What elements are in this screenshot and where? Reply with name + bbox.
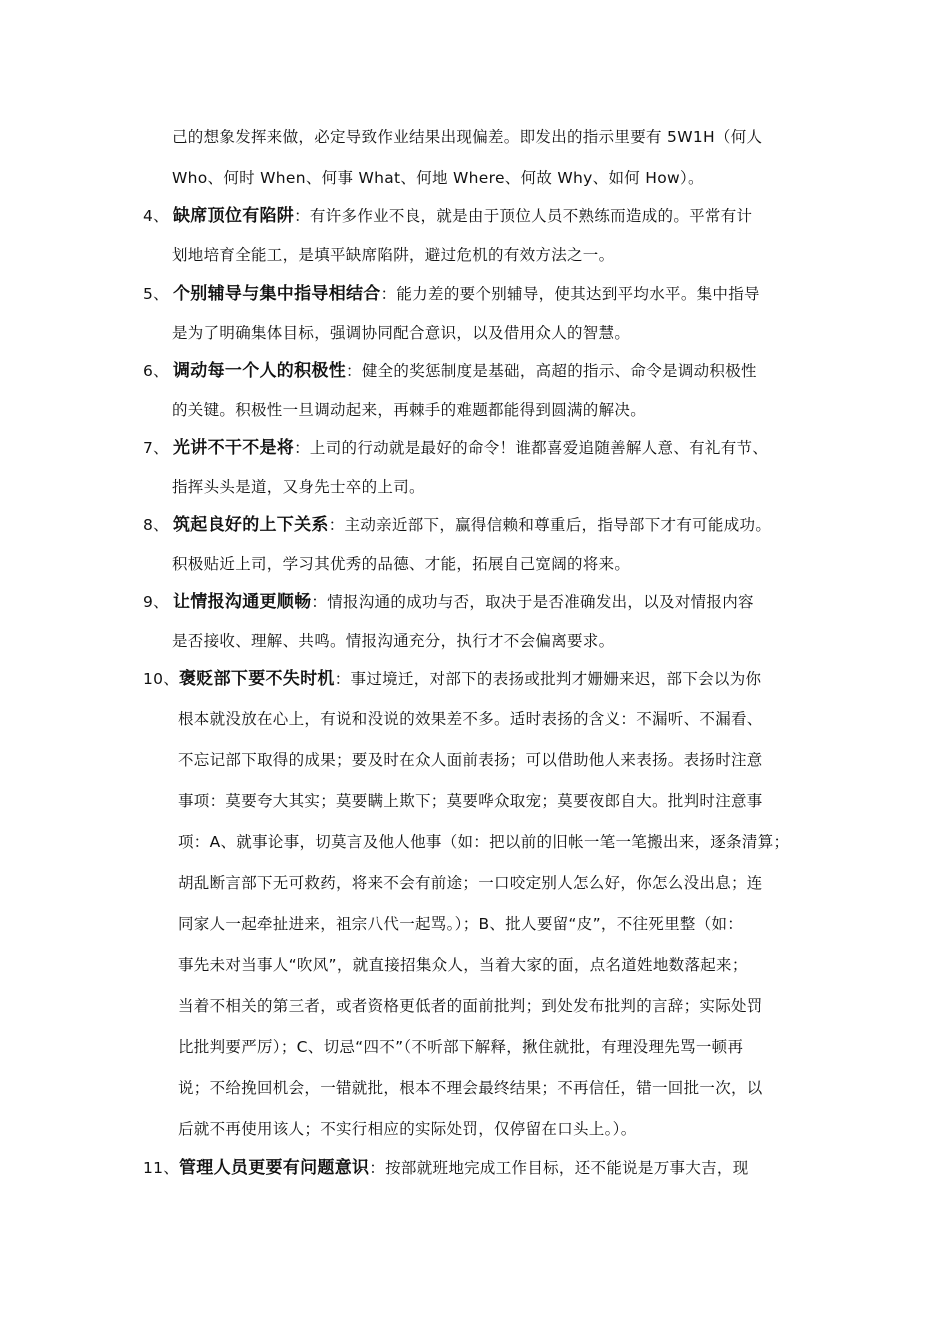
item-colon: ：	[346, 362, 362, 380]
item-colon: ：	[311, 593, 328, 611]
item-text: 根本就没放在心上，有说和没说的效果差不多。适时表扬的含义：不漏听、不漏看、	[178, 710, 763, 728]
item-colon: ：	[369, 1159, 386, 1177]
item-colon: ：	[294, 207, 310, 225]
item-title: 调动每一个人的积极性	[173, 361, 346, 381]
item-text: 是否接收、理解、共鸣。情报沟通充分，执行才不会偏离要求。	[172, 632, 615, 650]
item-text: 上司的行动就是最好的命令！谁都喜爱追随善解人意、有礼有节、	[309, 439, 769, 457]
list-item-10	[143, 668, 761, 690]
list-item-11	[143, 1157, 749, 1179]
item-text: 当着不相关的第三者，或者资格更低者的面前批判；到处发布批判的言辞；实际处罚	[178, 997, 763, 1015]
item-number: 10、	[143, 670, 180, 688]
item-number: 8、	[143, 516, 169, 534]
intro-line-1: 己的想象发挥来做，必定导致作业结果出现偏差。即发出的指示里要有 5W1H（何人	[172, 128, 763, 146]
item-title: 缺席顶位有陷阱	[173, 206, 295, 226]
item-text: 是为了明确集体目标，强调协同配合意识，以及借用众人的智慧。	[172, 324, 631, 342]
item-text: 划地培育全能工，是填平缺席陷阱，避过危机的有效方法之一。	[172, 246, 615, 264]
item-text: 比批判要严厉）；C、切忌“四不”（不听部下解释，揪住就批，有理没理先骂一顿再	[178, 1038, 744, 1056]
item-text: 事过境迁，对部下的表扬或批判才姗姗来迟，部下会以为你	[350, 670, 762, 688]
item-text: 有许多作业不良，就是由于顶位人员不熟练而造成的。平常有计	[309, 207, 753, 225]
intro-line-2: Who、何时 When、何事 What、何地 Where、何故 Why、如何 How）。	[172, 169, 704, 187]
list-item-8	[143, 514, 771, 536]
item-number: 9、	[143, 593, 169, 611]
list-item-6	[143, 360, 757, 382]
item-colon: ：	[328, 516, 345, 534]
item-number: 7、	[143, 439, 169, 457]
item-text: 后就不再使用该人；不实行相应的实际处罚，仅停留在口头上。）。	[178, 1120, 637, 1138]
item-text: 主动亲近部下，赢得信赖和尊重后，指导部下才有可能成功。	[344, 516, 772, 534]
list-item-4	[143, 205, 752, 227]
item-text: 同家人一起牵扯进来，祖宗八代一起骂。）；B、批人要留“皮”，不往死里整（如：	[178, 915, 744, 933]
item-text: 健全的奖惩制度是基础，高超的指示、命令是调动积极性	[361, 362, 757, 380]
item-text: 能力差的要个别辅导，使其达到平均水平。集中指导	[396, 285, 760, 303]
item-colon: ：	[380, 285, 397, 303]
item-text: 情报沟通的成功与否，取决于是否准确发出，以及对情报内容	[327, 593, 754, 611]
item-text: 积极贴近上司，学习其优秀的品德、才能，拓展自己宽阔的将来。	[172, 555, 631, 573]
list-item-7	[143, 437, 768, 459]
item-colon: ：	[294, 439, 310, 457]
item-text: 按部就班地完成工作目标，还不能说是万事大吉，现	[385, 1159, 749, 1177]
item-text: 的关键。积极性一旦调动起来，再棘手的难题都能得到圆满的解决。	[172, 401, 647, 419]
item-text: 说；不给挽回机会，一错就批，根本不理会最终结果；不再信任，错一回批一次，以	[178, 1079, 763, 1097]
item-title: 褒贬部下要不失时机	[179, 669, 335, 689]
item-text: 指挥头头是道，又身先士卒的上司。	[172, 478, 425, 496]
list-item-5	[143, 283, 760, 305]
list-item-9	[143, 591, 754, 613]
item-title: 光讲不干不是将	[173, 438, 295, 458]
item-number: 4、	[143, 207, 169, 225]
item-number: 6、	[143, 362, 169, 380]
item-number: 11、	[143, 1159, 180, 1177]
item-text: 项：A、就事论事，切莫言及他人他事（如：把以前的旧帐一笔一笔搬出来，逐条清算；	[178, 833, 790, 851]
item-title: 筑起良好的上下关系	[173, 515, 329, 535]
item-title: 个别辅导与集中指导相结合	[173, 284, 381, 304]
item-text: 胡乱断言部下无可救药，将来不会有前途；一口咬定别人怎么好，你怎么没出息；连	[178, 874, 763, 892]
item-text: 不忘记部下取得的成果；要及时在众人面前表扬；可以借助他人来表扬。表扬时注意	[178, 751, 763, 769]
item-colon: ：	[334, 670, 351, 688]
item-title: 管理人员更要有问题意识	[179, 1158, 370, 1178]
item-text: 事项：莫要夸大其实；莫要瞒上欺下；莫要哗众取宠；莫要夜郎自大。批判时注意事	[178, 792, 763, 810]
item-title: 让情报沟通更顺畅	[173, 592, 312, 612]
item-number: 5、	[143, 285, 169, 303]
item-text: 事先未对当事人“吹风”，就直接招集众人，当着大家的面，点名道姓地数落起来；	[178, 956, 748, 974]
